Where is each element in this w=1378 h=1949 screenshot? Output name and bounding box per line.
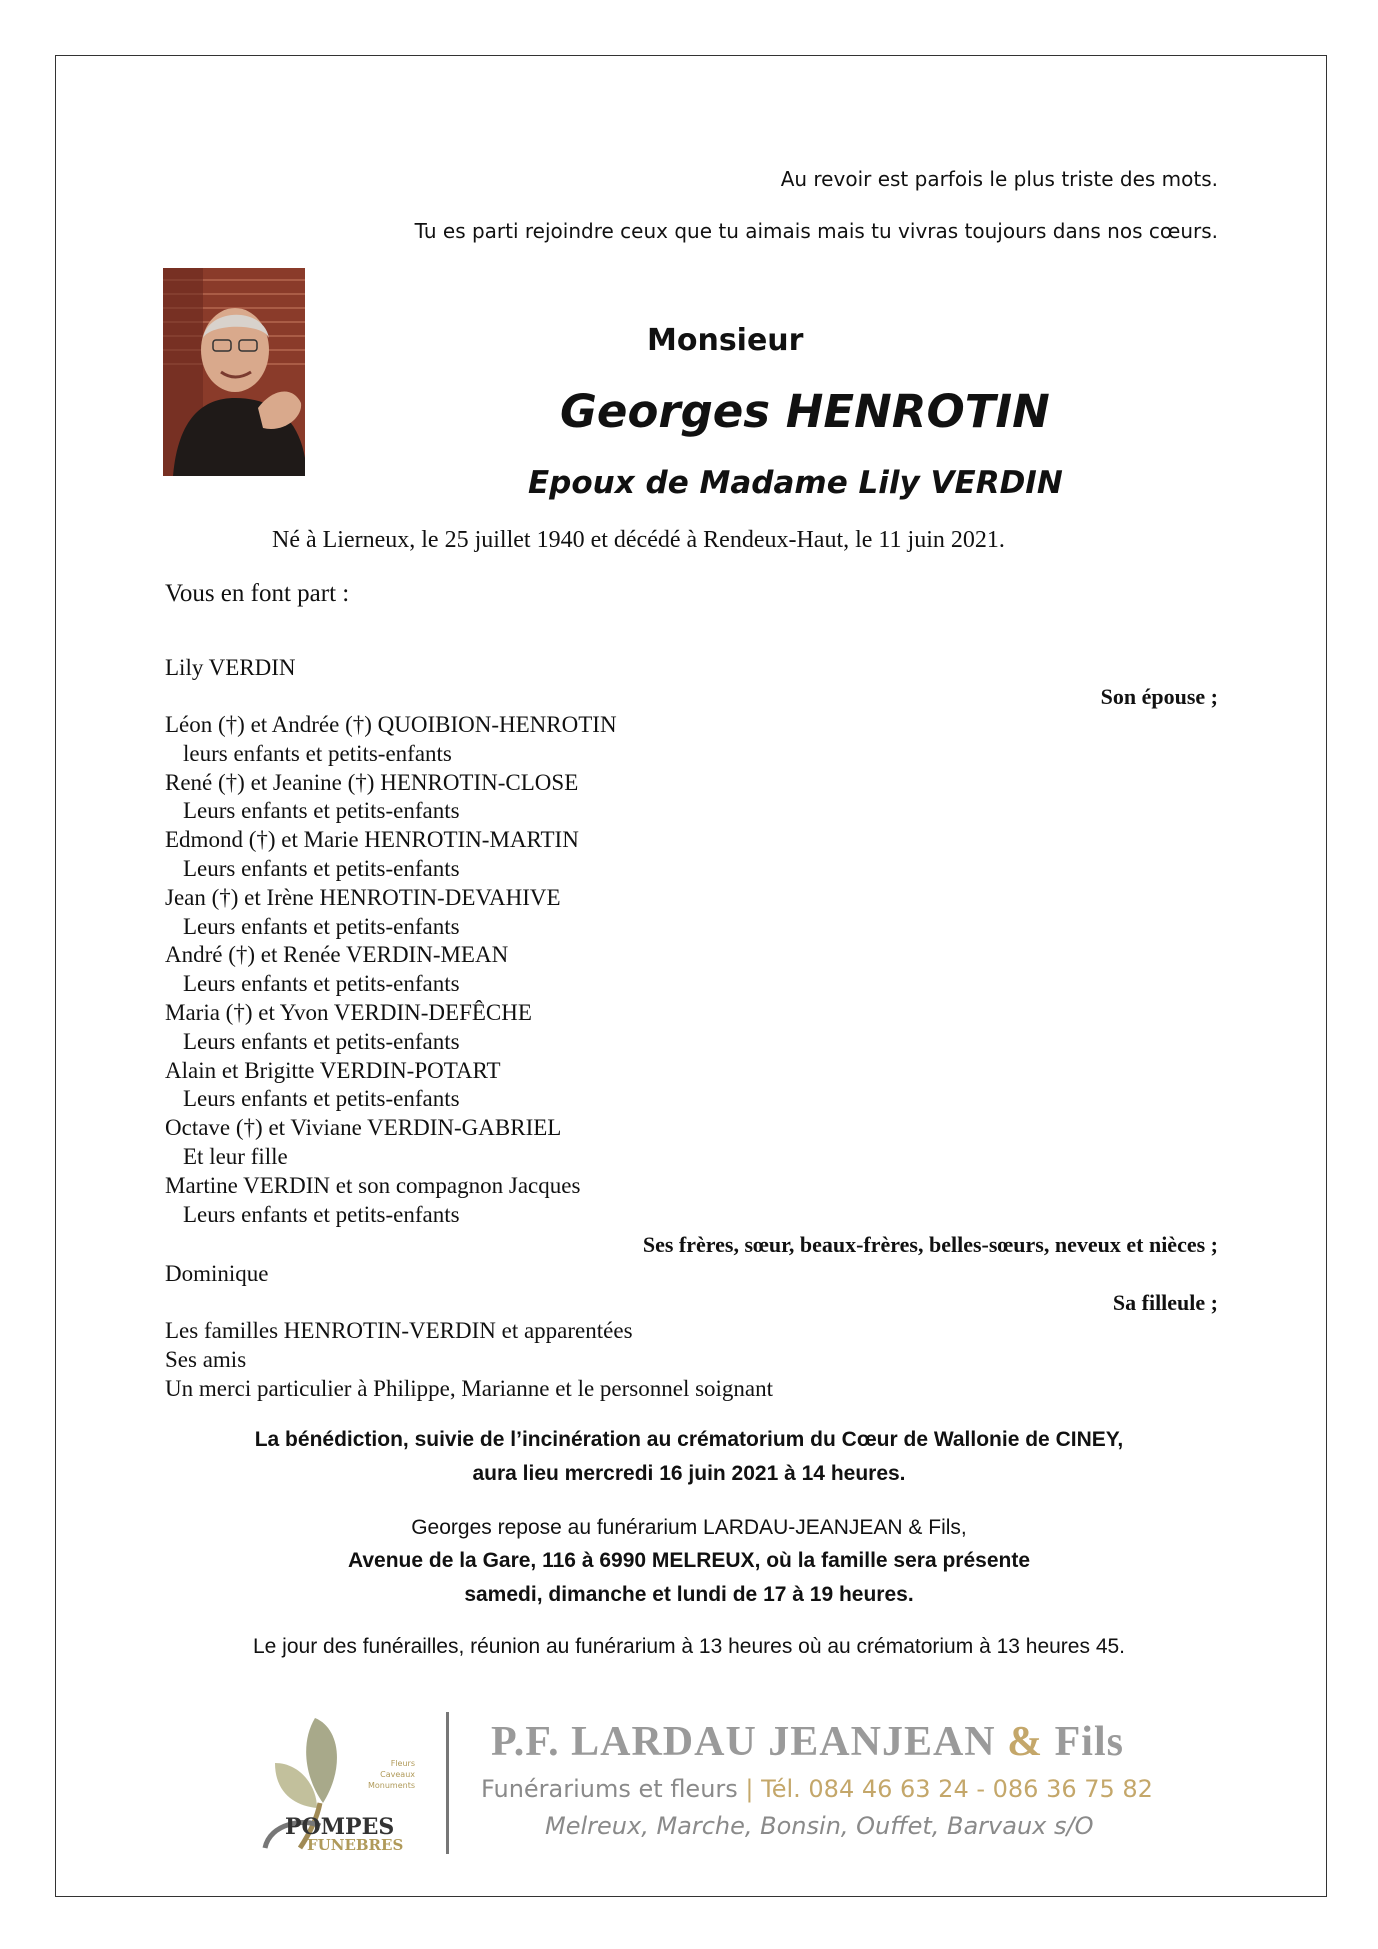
sibling-line: Octave (†) et Viviane VERDIN-GABRIEL	[165, 1115, 562, 1140]
sibling-line: Edmond (†) et Marie HENROTIN-MARTIN	[165, 827, 579, 852]
sibling-line: André (†) et Renée VERDIN-MEAN	[165, 942, 509, 967]
goddaughter-role: Sa filleule ;	[1112, 1290, 1218, 1315]
sibling-line: Martine VERDIN et son compagnon Jacques	[165, 1173, 581, 1198]
company-name-main: P.F. LARDAU JEANJEAN	[491, 1719, 1008, 1765]
portrait-photo	[163, 268, 305, 476]
logo-word-pompes: POMPES	[285, 1814, 395, 1840]
epigraph-line-1: Au revoir est parfois le plus triste des mots.	[780, 167, 1218, 191]
sibling-line: Leurs enfants et petits-enfants	[183, 1202, 460, 1227]
sibling-line: Maria (†) et Yvon VERDIN-DEFÊCHE	[165, 1000, 532, 1025]
company-name-fils: Fils	[1043, 1719, 1124, 1765]
company-name	[491, 1718, 1124, 1766]
sibling-line: Leurs enfants et petits-enfants	[183, 1086, 460, 1111]
others-line: Ses amis	[165, 1347, 247, 1372]
pompes-funebres-logo	[245, 1708, 435, 1858]
funeral-day-note: Le jour des funérailles, réunion au funérarium à 13 heures où au crématorium à 13 heures 45.	[252, 1635, 1126, 1658]
sibling-line: Léon (†) et Andrée (†) QUOIBION-HENROTIN	[165, 712, 617, 737]
funerarium-address: Avenue de la Gare, 116 à 6990 MELREUX	[347, 1549, 755, 1572]
spouse-line: Epoux de Madame Lily VERDIN	[528, 465, 1063, 501]
sibling-line: Leurs enfants et petits-enfants	[183, 971, 460, 996]
sibling-line: Leurs enfants et petits-enfants	[183, 1029, 460, 1054]
footer-divider	[446, 1712, 449, 1854]
sibling-line: Leurs enfants et petits-enfants	[183, 798, 460, 823]
visitation-line-1: Georges repose au funérarium LARDAU-JEANJEAN & Fils,	[411, 1516, 967, 1539]
honorific: Monsieur	[647, 323, 804, 358]
ceremony-line-2: aura lieu mercredi 16 juin 2021 à 14 heures.	[472, 1462, 906, 1485]
visitation-presence: , où la famille sera présente	[754, 1549, 1031, 1572]
ceremony-line-1: La bénédiction, suivie de l’incinération au crématorium du Cœur de Wallonie de CINEY,	[254, 1428, 1124, 1451]
logo-services-list	[360, 1758, 415, 1791]
spouse-name: Lily VERDIN	[165, 655, 296, 680]
intro-text: Vous en font part :	[165, 580, 350, 607]
company-services: Funérariums et fleurs	[481, 1775, 738, 1803]
sibling-line: Et leur fille	[183, 1144, 288, 1169]
sibling-line: Leurs enfants et petits-enfants	[183, 856, 460, 881]
epigraph-line-2: Tu es parti rejoindre ceux que tu aimais mais tu vivras toujours dans nos cœurs.	[414, 219, 1218, 243]
goddaughter-name: Dominique	[165, 1261, 269, 1286]
spouse-role: Son épouse ;	[1100, 684, 1218, 709]
sibling-line: Leurs enfants et petits-enfants	[183, 914, 460, 939]
company-phone: | Tél. 084 46 63 24 - 086 36 75 82	[745, 1775, 1153, 1803]
company-services-phone	[481, 1775, 1153, 1803]
sibling-line: Jean (†) et Irène HENROTIN-DEVAHIVE	[165, 885, 561, 910]
others-line: Les familles HENROTIN-VERDIN et apparentées	[165, 1318, 633, 1343]
company-ampersand: &	[1007, 1719, 1044, 1765]
logo-service-item: Caveaux	[380, 1770, 415, 1779]
logo-service-item: Monuments	[367, 1781, 415, 1790]
birth-death-dates: Né à Lierneux, le 25 juillet 1940 et décédé à Rendeux-Haut, le 11 juin 2021.	[272, 527, 1005, 553]
sibling-line: René (†) et Jeanine (†) HENROTIN-CLOSE	[165, 770, 579, 795]
logo-service-item: Fleurs	[390, 1759, 415, 1768]
sibling-line: leurs enfants et petits-enfants	[183, 741, 452, 766]
visitation-line-3: samedi, dimanche et lundi de 17 à 19 heures.	[464, 1583, 914, 1606]
logo-word-funebres: FUNEBRES	[307, 1836, 404, 1854]
others-line: Un merci particulier à Philippe, Marianne et le personnel soignant	[165, 1376, 774, 1401]
deceased-name: Georges HENROTIN	[560, 385, 1050, 438]
siblings-role: Ses frères, sœur, beaux-frères, belles-sœurs, neveux et nièces ;	[642, 1232, 1218, 1257]
visitation-line-2	[0, 1549, 1378, 1573]
sibling-line: Alain et Brigitte VERDIN-POTART	[165, 1058, 501, 1083]
company-locations: Melreux, Marche, Bonsin, Ouffet, Barvaux s/O	[545, 1812, 1094, 1840]
